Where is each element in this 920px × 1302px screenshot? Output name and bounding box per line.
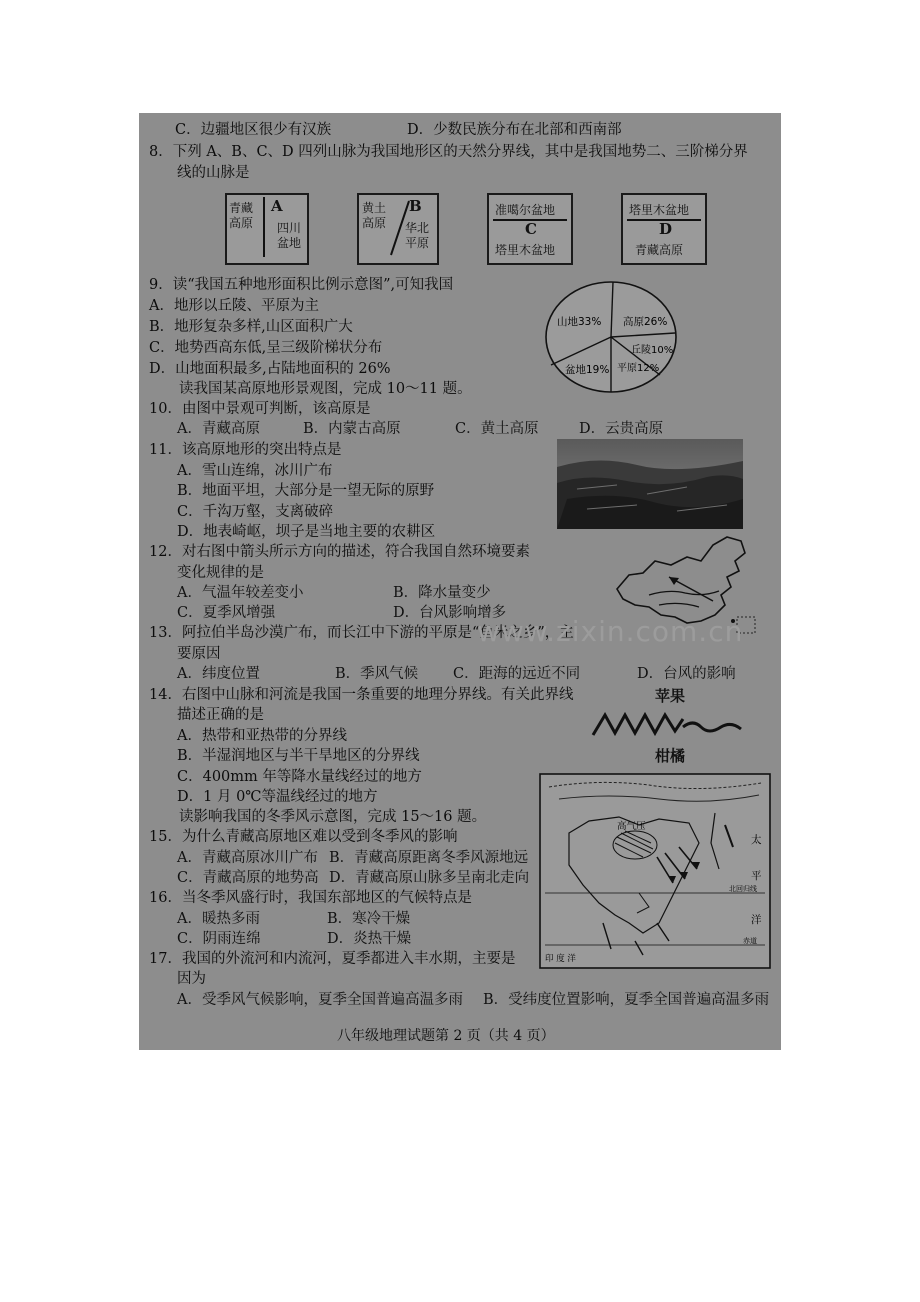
watermark: www.zixin.com.cn — [477, 615, 744, 648]
indian-ocean-label: 印 度 洋 — [545, 954, 576, 964]
q10-stem: 10．由图中景观可判断，该高原是 — [149, 401, 371, 417]
mountain-river-figure — [589, 705, 745, 745]
terrain-pie-chart — [543, 279, 679, 395]
q9-option-b: B．地形复杂多样,山区面积广大 — [149, 319, 353, 335]
mountain-symbol — [593, 715, 683, 735]
q17-stem: 17．我国的外流河和内流河，夏季都进入丰水期，主要是 — [149, 951, 516, 967]
q9-option-c: C．地势西高东低,呈三级阶梯状分布 — [149, 340, 383, 356]
q12-option-b: B．降水量变少 — [393, 585, 491, 601]
q12-option-c: C．夏季风增强 — [177, 605, 276, 621]
q11-option-b: B．地面平坦，大部分是一望无际的原野 — [177, 483, 435, 499]
equator-label: 赤道 — [743, 937, 757, 945]
q11-option-d: D．地表崎岖，坝子是当地主要的农耕区 — [177, 524, 436, 540]
q13-option-a: A．纬度位置 — [177, 666, 260, 682]
high-pressure-label: 高气压 — [617, 821, 646, 832]
pie-label-hills: 丘陵10% — [631, 345, 674, 356]
q8-box-a — [225, 193, 309, 265]
box-d-top: 塔里木盆地 — [629, 203, 690, 217]
q15-intro: 读影响我国的冬季风示意图，完成 15～16 题。 — [179, 809, 487, 825]
q12-option-d: D．台风影响增多 — [393, 605, 507, 621]
q12-stem-cont: 变化规律的是 — [177, 565, 264, 581]
plateau-landscape-photo — [557, 439, 743, 529]
q7-option-d: D．少数民族分布在北部和西南部 — [407, 122, 622, 138]
q17-option-a: A．受季风气候影响，夏季全国普遍高温多雨 — [177, 992, 463, 1008]
q13-option-d: D．台风的影响 — [637, 666, 736, 682]
label-citrus: 柑橘 — [655, 747, 686, 765]
q11-stem: 11．该高原地形的突出特点是 — [149, 442, 342, 458]
ocean-label-3: 洋 — [751, 914, 762, 926]
q16-stem: 16．当冬季风盛行时，我国东部地区的气候特点是 — [149, 890, 472, 906]
winter-monsoon-map — [539, 773, 771, 969]
box-b-left: 黄土 高原 — [362, 201, 387, 230]
ocean-label-2: 平 — [751, 870, 762, 882]
q15-option-d: D．青藏高原山脉多呈南北走向 — [329, 870, 530, 886]
q14-stem-cont: 描述正确的是 — [177, 707, 264, 723]
q10-intro: 读我国某高原地形景观图，完成 10～11 题。 — [179, 381, 472, 397]
box-b-letter: B — [409, 197, 422, 215]
tropic-label: 北回归线 — [729, 885, 757, 893]
pie-label-plain: 平原12% — [617, 363, 660, 374]
ocean-label-1: 太 — [751, 834, 762, 846]
pie-label-basin: 盆地19% — [565, 364, 610, 376]
q8-stem: 8．下列 A、B、C、D 四列山脉为我国地形区的天然分界线，其中是我国地势二、三阶梯分界 — [149, 144, 748, 160]
pie-label-mountain: 山地33% — [557, 316, 602, 328]
q8-box-d — [621, 193, 707, 265]
q14-option-b: B．半湿润地区与半干旱地区的分界线 — [177, 748, 420, 764]
q15-stem: 15．为什么青藏高原地区难以受到冬季风的影响 — [149, 829, 458, 845]
q9-option-d: D．山地面积最多,占陆地面积的 26% — [149, 361, 391, 377]
q10-option-c: C．黄土高原 — [455, 421, 539, 437]
q8-box-b — [357, 193, 439, 265]
pie-label-plateau: 高原26% — [623, 316, 668, 328]
river-line — [649, 591, 719, 595]
q17-stem-cont: 因为 — [177, 971, 206, 987]
box-d-letter: D — [659, 220, 673, 238]
river-line-2 — [659, 603, 699, 607]
q14-option-a: A．热带和亚热带的分界线 — [177, 728, 347, 744]
q12-stem: 12．对右图中箭头所示方向的描述，符合我国自然环境要素 — [149, 544, 530, 560]
q16-option-b: B．寒冷干燥 — [327, 911, 411, 927]
q14-option-d: D．1 月 0℃等温线经过的地方 — [177, 789, 378, 805]
q14-stem: 14．右图中山脉和河流是我国一条重要的地理分界线。有关此界线 — [149, 687, 574, 703]
q15-option-b: B．青藏高原距离冬季风源地远 — [329, 850, 529, 866]
page-footer: 八年级地理试题第 2 页（共 4 页） — [337, 1028, 555, 1044]
q12-option-a: A．气温年较差变小 — [177, 585, 304, 601]
q14-option-c: C．400mm 年等降水量线经过的地方 — [177, 769, 422, 785]
q10-option-b: B．内蒙古高原 — [303, 421, 401, 437]
q13-option-b: B．季风气候 — [335, 666, 419, 682]
q16-option-c: C．阴雨连绵 — [177, 931, 261, 947]
q15-option-a: A．青藏高原冰川广布 — [177, 850, 318, 866]
q9-option-a: A．地形以丘陵、平原为主 — [149, 298, 319, 314]
q16-option-a: A．暖热多雨 — [177, 911, 260, 927]
river-symbol — [683, 723, 741, 731]
box-c-top: 准噶尔盆地 — [495, 203, 556, 217]
box-a-right: 四川 盆地 — [277, 221, 302, 250]
exam-page — [139, 113, 781, 1050]
label-apple: 苹果 — [655, 687, 686, 705]
box-b-right: 华北 平原 — [405, 221, 430, 250]
q11-option-a: A．雪山连绵，冰川广布 — [177, 463, 333, 479]
q10-option-d: D．云贵高原 — [579, 421, 664, 437]
q10-option-a: A．青藏高原 — [177, 421, 260, 437]
q8-box-c — [487, 193, 573, 265]
q13-stem-cont: 要原因 — [177, 646, 221, 662]
q11-option-c: C．千沟万壑，支离破碎 — [177, 504, 334, 520]
q16-option-d: D．炎热干燥 — [327, 931, 412, 947]
q15-option-c: C．青藏高原的地势高 — [177, 870, 319, 886]
box-a-left: 青藏 高原 — [229, 201, 254, 230]
box-c-bottom: 塔里木盆地 — [495, 243, 556, 257]
box-a-letter: A — [271, 197, 283, 215]
box-c-letter: C — [525, 220, 537, 238]
q17-option-b: B．受纬度位置影响，夏季全国普遍高温多雨 — [483, 992, 770, 1008]
china-border — [617, 537, 745, 623]
q7-option-c: C．边疆地区很少有汉族 — [175, 122, 332, 138]
box-d-bottom: 青藏高原 — [635, 243, 684, 257]
q13-option-c: C．距海的远近不同 — [453, 666, 581, 682]
q8-stem-cont: 线的山脉是 — [177, 165, 250, 181]
box-a-divider — [263, 197, 265, 257]
q13-stem: 13．阿拉伯半岛沙漠广布，而长江中下游的平原是“鱼米之乡”，主 — [149, 625, 574, 641]
q9-stem: 9．读“我国五种地形面积比例示意图”,可知我国 — [149, 277, 454, 293]
